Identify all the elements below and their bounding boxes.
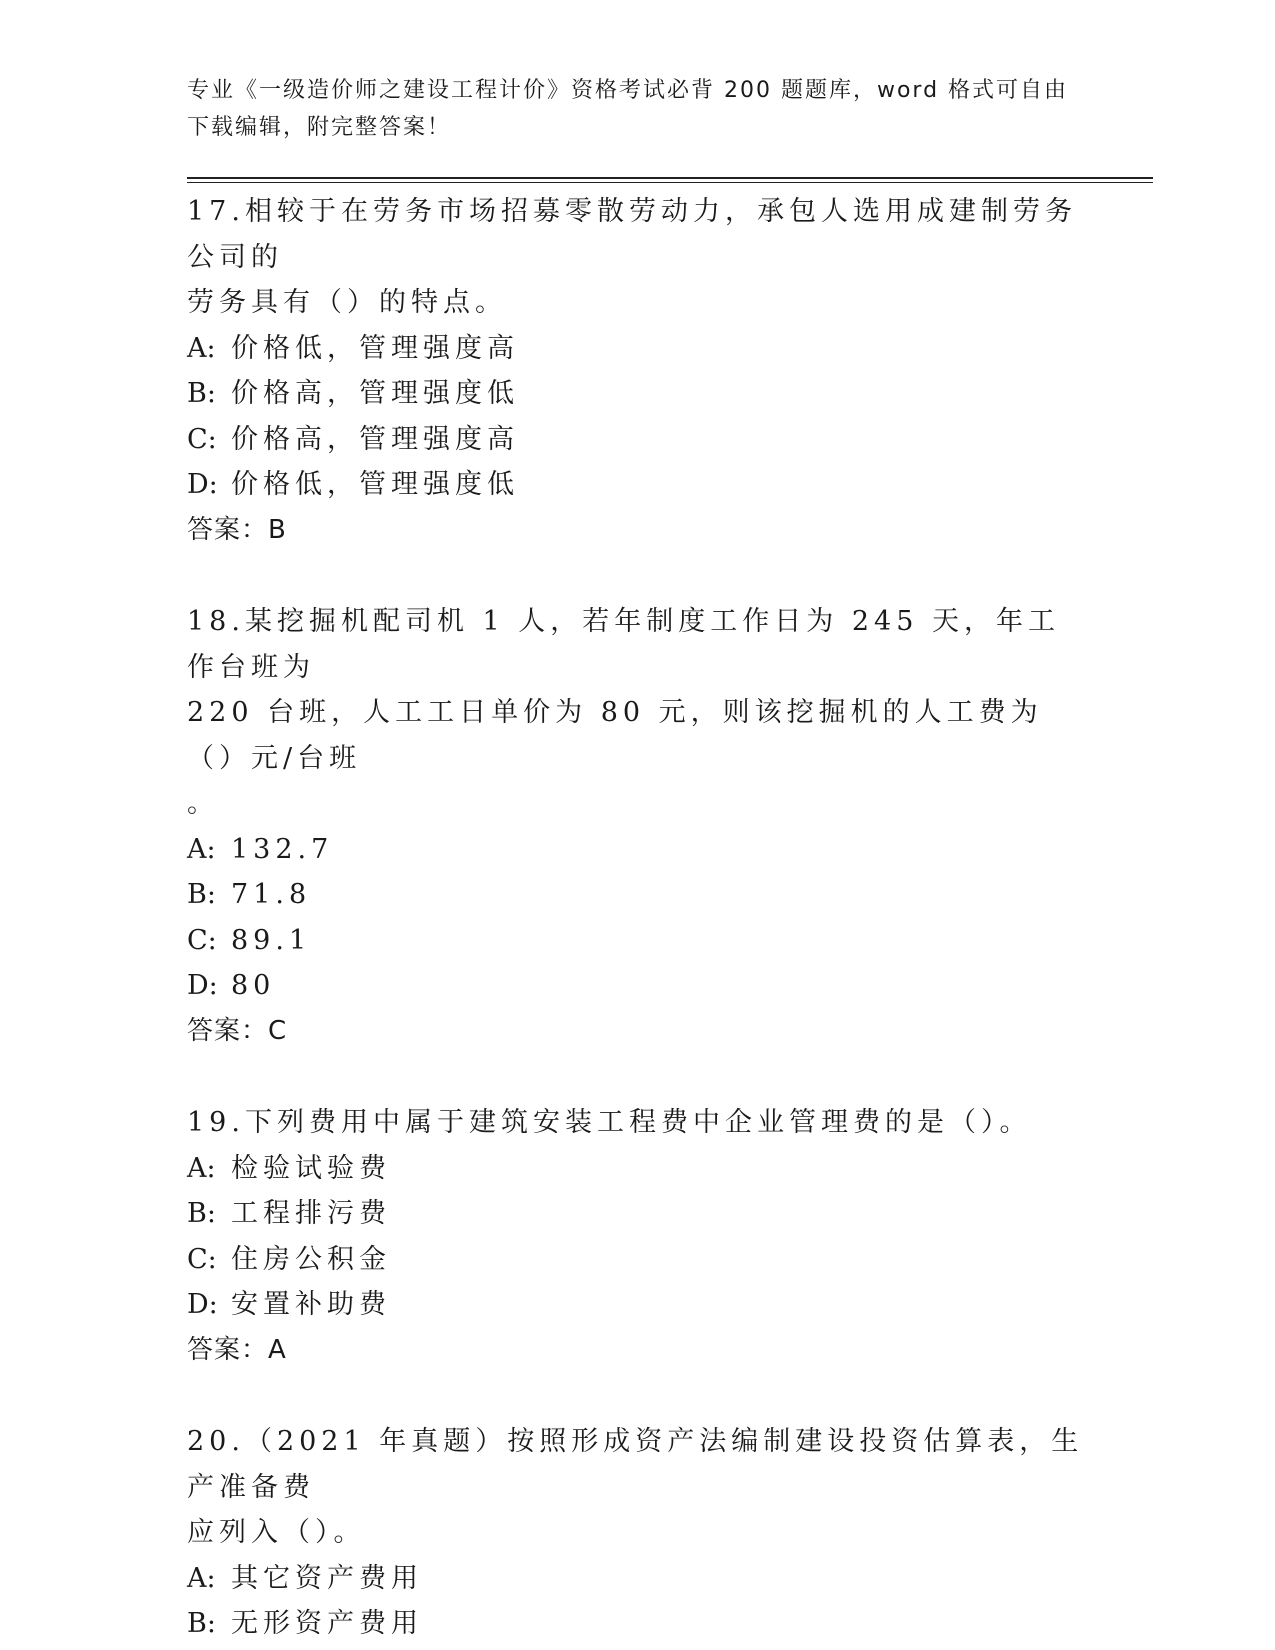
answer: 答案：C (187, 1015, 288, 1046)
header-rule-thick (187, 177, 1153, 179)
option-text: 价格低，管理强度高 (231, 332, 519, 364)
header-rule-thin (187, 182, 1153, 183)
question-gap (187, 553, 1087, 599)
option-key: C: (187, 1243, 217, 1275)
option-a (187, 1146, 1087, 1192)
option-text: 无形资产费用 (231, 1608, 423, 1639)
option-text: 71.8 (231, 879, 312, 910)
option-c (187, 1237, 1087, 1283)
question-19 (187, 1100, 1087, 1373)
option-c (187, 417, 1087, 463)
option-text: 132.7 (231, 833, 334, 865)
question-gap (187, 1054, 1087, 1100)
option-a (187, 827, 1087, 873)
option-a (187, 1556, 1087, 1602)
option-text: 住房公积金 (231, 1243, 391, 1275)
option-text: 80 (231, 970, 276, 1001)
option-text: 其它资产费用 (231, 1562, 423, 1594)
option-d (187, 963, 1087, 1009)
question-17 (187, 189, 1087, 553)
answer: 答案：A (187, 1334, 287, 1365)
option-key: B: (187, 879, 216, 910)
option-key: C: (187, 924, 217, 956)
option-b (187, 872, 1087, 918)
option-key: D: (187, 1289, 218, 1320)
option-b (187, 371, 1087, 417)
question-text-line: 18.某挖掘机配司机 1 人，若年制度工作日为 245 天，年工作台班为 (187, 606, 1060, 683)
option-b (187, 1191, 1087, 1237)
option-text: 工程排污费 (231, 1198, 391, 1229)
question-text-line: 17.相较于在劳务市场招募零散劳动力，承包人选用成建制劳务公司的 (187, 196, 1077, 273)
option-c (187, 918, 1087, 964)
question-list (187, 189, 1087, 1647)
option-key: A: (187, 1152, 216, 1184)
option-key: B: (187, 1198, 216, 1229)
header-line-1: 专业《一级造价师之建设工程计价》资格考试必背 200 题题库，word 格式可自由 (187, 78, 1069, 103)
option-text: 价格低，管理强度低 (231, 469, 519, 500)
option-key: B: (187, 378, 216, 409)
question-18 (187, 599, 1087, 1054)
question-text-line: 应列入（）。 (187, 1517, 366, 1548)
option-key: B: (187, 1608, 216, 1639)
question-gap (187, 1373, 1087, 1419)
option-d (187, 1282, 1087, 1328)
question-text-line: 20.（2021 年真题）按照形成资产法编制建设投资估算表，生产准备费 (187, 1426, 1084, 1503)
option-key: C: (187, 423, 217, 455)
question-20 (187, 1419, 1087, 1647)
option-d (187, 462, 1087, 508)
option-text: 89.1 (231, 924, 312, 956)
option-a (187, 326, 1087, 372)
header-line-2: 下载编辑，附完整答案！ (187, 115, 452, 140)
question-text-line: 19.下列费用中属于建筑安装工程费中企业管理费的是（）。 (187, 1107, 1032, 1138)
option-text: 检验试验费 (231, 1152, 391, 1184)
option-text: 价格高，管理强度高 (231, 423, 519, 455)
question-text-line: 。 (187, 788, 219, 819)
option-key: D: (187, 469, 218, 500)
document-header (187, 72, 1087, 146)
question-text-line: 220 台班，人工工日单价为 80 元，则该挖掘机的人工费为（）元/台班 (187, 697, 1043, 774)
option-key: A: (187, 332, 216, 364)
option-text: 安置补助费 (231, 1289, 391, 1320)
option-key: A: (187, 833, 216, 865)
question-text-line: 劳务具有（）的特点。 (187, 287, 507, 318)
option-key: A: (187, 1562, 216, 1594)
option-text: 价格高，管理强度低 (231, 378, 519, 409)
answer: 答案：B (187, 514, 287, 545)
option-b (187, 1601, 1087, 1647)
option-key: D: (187, 970, 218, 1001)
